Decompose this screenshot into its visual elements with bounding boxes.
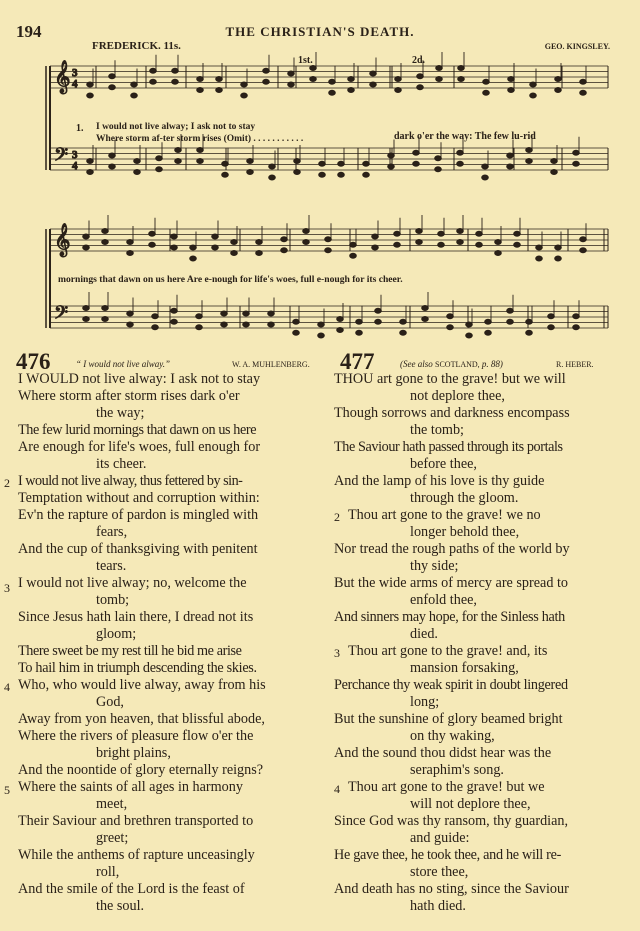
verse-line: While the anthems of rapture unceasingly [18, 847, 255, 863]
note-head [400, 330, 407, 335]
note-head [372, 234, 379, 239]
note-head [526, 159, 533, 164]
note-head [483, 90, 490, 95]
note-head [507, 164, 514, 169]
note-head [485, 319, 492, 324]
note-head [375, 308, 382, 313]
note-head [127, 240, 134, 245]
verse-line: And death has no sting, since the Saviour [334, 881, 569, 897]
note-head [325, 248, 332, 253]
note-head [350, 242, 357, 247]
note-head [416, 229, 423, 234]
note-head [150, 68, 157, 73]
note-head [171, 245, 178, 250]
tune-name: FREDERICK. 11s. [92, 40, 181, 52]
verse-line: store thee, [410, 864, 469, 880]
note-head [281, 248, 288, 253]
note-head [196, 325, 203, 330]
note-head [293, 330, 300, 335]
note-head [152, 314, 159, 319]
verse-line: bright plains, [96, 745, 171, 761]
note-head [573, 314, 580, 319]
note-head [394, 231, 401, 236]
verse-line: And the smile of the Lord is the feast of [18, 881, 245, 897]
note-head [134, 159, 141, 164]
note-head [109, 85, 116, 90]
note-head [466, 322, 473, 327]
note-head [466, 333, 473, 338]
note-head [256, 251, 263, 256]
stanza-number: 4 [334, 782, 340, 796]
verse-line: Who, who would live alway, away from his [18, 677, 266, 693]
note-head [190, 256, 197, 261]
verse-line: seraphim's song. [410, 762, 504, 778]
note-head [109, 164, 116, 169]
verse-line: And the lamp of his love is thy guide [334, 473, 545, 489]
note-head [156, 156, 163, 161]
verse-line: through the gloom. [410, 490, 519, 506]
note-head [87, 93, 94, 98]
note-head [482, 164, 489, 169]
note-head [87, 159, 94, 164]
note-head [281, 237, 288, 242]
note-head [435, 167, 442, 172]
note-head [231, 251, 238, 256]
note-head [526, 319, 533, 324]
note-head [338, 172, 345, 177]
stanza-number: 3 [4, 581, 10, 595]
note-head [476, 242, 483, 247]
note-head [422, 317, 429, 322]
note-head [152, 325, 159, 330]
note-head [102, 240, 109, 245]
note-head [372, 245, 379, 250]
time-signature: 3 [72, 67, 78, 79]
note-head [109, 153, 116, 158]
note-head [416, 240, 423, 245]
verse-line: the tomb; [410, 422, 464, 438]
verse-line: Nor tread the rough paths of the world by [334, 541, 570, 557]
note-head [388, 164, 395, 169]
verse-line: Since Jesus hath lain there, I dread not its [18, 609, 254, 625]
verse-line: Temptation without and corruption within: [18, 490, 260, 506]
lyric-line-2: Where storm af-ter storm rises (Omit) . . . . . . . . . . . [96, 134, 304, 144]
note-head [447, 314, 454, 319]
note-head [197, 148, 204, 153]
verse-line: the way; [96, 405, 145, 421]
note-head [221, 311, 228, 316]
note-head [338, 161, 345, 166]
note-head [171, 319, 178, 324]
note-head [131, 93, 138, 98]
hymn-477-author: R. HEBER. [556, 360, 594, 369]
note-head [422, 306, 429, 311]
verse-line: greet; [96, 830, 129, 846]
verse-line: I would not live alway; no, welcome the [18, 575, 247, 591]
note-head [256, 240, 263, 245]
verse-line: the soul. [96, 898, 145, 914]
note-head [485, 330, 492, 335]
lyric-line-1: I would not live alway; I ask not to stay [96, 122, 256, 132]
note-head [370, 82, 377, 87]
note-head [222, 161, 229, 166]
note-head [573, 325, 580, 330]
note-head [417, 74, 424, 79]
note-head [190, 245, 197, 250]
note-head [288, 71, 295, 76]
note-head [171, 234, 178, 239]
note-head [83, 306, 90, 311]
verse-line: meet, [96, 796, 128, 812]
note-head [580, 90, 587, 95]
note-head [507, 308, 514, 313]
note-head [102, 317, 109, 322]
note-head [573, 161, 580, 166]
verse-line: And the sound thou didst hear was the [334, 745, 552, 761]
stanza-number: 5 [4, 783, 10, 797]
note-head [438, 231, 445, 236]
note-head [526, 148, 533, 153]
note-head [172, 79, 179, 84]
note-head [363, 172, 370, 177]
note-head [457, 229, 464, 234]
note-head [400, 319, 407, 324]
note-head [127, 311, 134, 316]
note-head [269, 175, 276, 180]
note-head [171, 308, 178, 313]
note-head [156, 167, 163, 172]
note-head [87, 170, 94, 175]
verse-line: Away from yon heaven, that blissful abode, [18, 711, 265, 727]
note-head [495, 240, 502, 245]
note-head [318, 322, 325, 327]
treble-clef-icon: 𝄞 [54, 60, 71, 93]
note-head [149, 242, 156, 247]
verse-line: long; [410, 694, 440, 710]
note-head [435, 156, 442, 161]
note-head [350, 253, 357, 258]
verse-line: Are enough for life's woes, full enough for [18, 439, 261, 455]
note-head [573, 150, 580, 155]
note-head [395, 88, 402, 93]
note-head [395, 77, 402, 82]
note-head [436, 66, 443, 71]
note-head [436, 77, 443, 82]
note-head [482, 175, 489, 180]
note-head [175, 148, 182, 153]
note-head [507, 153, 514, 158]
note-head [243, 322, 250, 327]
verse-line: tears. [96, 558, 127, 574]
note-head [263, 79, 270, 84]
note-head [216, 77, 223, 82]
note-head [83, 245, 90, 250]
note-head [149, 231, 156, 236]
stanza-number: 3 [334, 646, 340, 660]
verse-line: There sweet be my rest till he bid me arise [18, 643, 242, 659]
note-head [197, 159, 204, 164]
note-head [580, 237, 587, 242]
note-head [83, 317, 90, 322]
note-head [222, 172, 229, 177]
verse-line: But the wide arms of mercy are spread to [334, 575, 569, 591]
hymn-477-number: 477 [340, 349, 375, 374]
note-head [555, 245, 562, 250]
verse-line: Where the saints of all ages in harmony [18, 779, 243, 795]
verse-line: hath died. [410, 898, 466, 914]
verse-line: will not deplore thee, [410, 796, 531, 812]
note-head [337, 317, 344, 322]
note-head [127, 322, 134, 327]
note-head [356, 330, 363, 335]
verse-line: The Saviour hath passed through its portals [334, 439, 563, 455]
note-head [580, 248, 587, 253]
page-number: 194 [16, 22, 42, 41]
verse-line: Since God was thy ransom, thy guardian, [334, 813, 569, 829]
verse-line: And the cup of thanksgiving with penitent [18, 541, 258, 557]
note-head [458, 77, 465, 82]
hymn-477-see-also: (See also SCOTLAND, p. 88) [400, 359, 503, 369]
stanza-number: 2 [334, 510, 340, 524]
stanza-number: 4 [4, 680, 10, 694]
note-head [348, 77, 355, 82]
verse-line: thy side; [410, 558, 459, 574]
verse-line: on thy waking, [410, 728, 495, 744]
verse-line: before thee, [410, 456, 477, 472]
note-head [131, 82, 138, 87]
verse-line: I would not live alway, thus fettered by sin- [18, 473, 243, 489]
note-head [551, 170, 558, 175]
note-head [508, 88, 515, 93]
verse-line: Thou art gone to the grave! and, its [348, 643, 548, 659]
note-head [87, 82, 94, 87]
verse-line: died. [410, 626, 438, 642]
note-head [438, 242, 445, 247]
note-head [197, 88, 204, 93]
note-head [329, 90, 336, 95]
note-head [303, 240, 310, 245]
note-head [526, 330, 533, 335]
note-head [247, 170, 254, 175]
note-head [325, 237, 332, 242]
note-head [241, 82, 248, 87]
note-head [231, 240, 238, 245]
note-head [555, 88, 562, 93]
note-head [457, 150, 464, 155]
note-head [269, 164, 276, 169]
note-head [109, 74, 116, 79]
note-head [216, 88, 223, 93]
note-head [370, 71, 377, 76]
verse-line: And sinners may hope, for the Sinless hath [334, 609, 565, 625]
note-head [83, 234, 90, 239]
note-head [514, 242, 521, 247]
bass-clef-icon: 𝄢 [54, 303, 69, 328]
note-head [268, 322, 275, 327]
verse-line: Though sorrows and darkness encompass [334, 405, 570, 421]
note-head [310, 77, 317, 82]
verse-line: Where the rivers of pleasure flow o'er the [18, 728, 254, 744]
verse-line: gloom; [96, 626, 137, 642]
note-head [318, 333, 325, 338]
note-head [495, 251, 502, 256]
note-head [530, 82, 537, 87]
verse-line: fears, [96, 524, 128, 540]
note-head [530, 93, 537, 98]
note-head [457, 240, 464, 245]
verse-line: Perchance thy weak spirit in doubt lingered [334, 677, 568, 693]
note-head [212, 245, 219, 250]
running-title: THE CHRISTIAN'S DEATH. [225, 24, 415, 39]
verse-line: and guide: [410, 830, 470, 846]
note-head [263, 68, 270, 73]
note-head [172, 68, 179, 73]
time-signature: 4 [72, 78, 78, 90]
note-head [447, 325, 454, 330]
note-head [175, 159, 182, 164]
note-head [356, 319, 363, 324]
note-head [319, 172, 326, 177]
note-head [476, 231, 483, 236]
note-head [310, 66, 317, 71]
time-signature: 3 [72, 149, 78, 161]
note-head [102, 229, 109, 234]
note-head [536, 256, 543, 261]
note-head [303, 229, 310, 234]
note-head [348, 88, 355, 93]
second-ending-label: 2d. [412, 55, 426, 66]
treble-clef-icon: 𝄞 [54, 223, 71, 256]
note-head [294, 170, 301, 175]
note-head [293, 319, 300, 324]
first-ending-label: 1st. [298, 55, 313, 66]
note-head [555, 77, 562, 82]
bass-clef-icon: 𝄢 [54, 145, 69, 170]
note-head [268, 311, 275, 316]
verse-line: THOU art gone to the grave! but we will [334, 371, 566, 387]
verse-line: Where storm after storm rises dark o'er [18, 388, 240, 404]
hymn-476-author: W. A. MUHLENBERG. [232, 360, 310, 369]
lyric-line-3: mornings that dawn on us here Are e-nough for life's woes, full e-nough for its cheer. [58, 274, 403, 285]
note-head [483, 79, 490, 84]
verse-line: Ev'n the rapture of pardon is mingled with [18, 507, 259, 523]
verse-line: mansion forsaking, [410, 660, 519, 676]
note-head [413, 161, 420, 166]
note-head [288, 82, 295, 87]
note-head [457, 161, 464, 166]
note-head [150, 79, 157, 84]
verse-line: But the sunshine of glory beamed bright [334, 711, 563, 727]
note-head [212, 234, 219, 239]
composer: GEO. KINGSLEY. [544, 42, 610, 51]
note-head [458, 66, 465, 71]
time-signature: 4 [72, 160, 78, 172]
note-head [555, 256, 562, 261]
note-head [548, 325, 555, 330]
note-head [508, 77, 515, 82]
music-score [0, 0, 640, 350]
note-head [294, 159, 301, 164]
verse-line: Thou art gone to the grave! we no [348, 507, 541, 523]
note-head [548, 314, 555, 319]
verse-line: God, [96, 694, 124, 710]
verse-line: not deplore thee, [410, 388, 505, 404]
note-head [551, 159, 558, 164]
verse-line: The few lurid mornings that dawn on us here [18, 422, 257, 438]
verse-number: 1. [76, 123, 84, 134]
verse-line: Their Saviour and brethren transported to [18, 813, 254, 829]
note-head [241, 93, 248, 98]
note-head [243, 311, 250, 316]
note-head [337, 328, 344, 333]
verse-line: I WOULD not live alway: I ask not to stay [18, 371, 261, 387]
note-head [127, 251, 134, 256]
note-head [102, 306, 109, 311]
verse-line: roll, [96, 864, 120, 880]
note-head [197, 77, 204, 82]
verse-line: To hail him in triumph descending the skies. [18, 660, 257, 676]
verse-line: Thou art gone to the grave! but we [348, 779, 545, 795]
note-head [514, 231, 521, 236]
verse-line: enfold thee, [410, 592, 477, 608]
note-head [580, 79, 587, 84]
note-head [417, 85, 424, 90]
verse-line: longer behold thee, [410, 524, 520, 540]
note-head [319, 161, 326, 166]
verse-line: its cheer. [96, 456, 147, 472]
lyric-line-1-continued: dark o'er the way: The few lu-rid [394, 131, 536, 142]
note-head [413, 150, 420, 155]
note-head [134, 170, 141, 175]
stanza-number: 2 [4, 476, 10, 490]
note-head [196, 314, 203, 319]
note-head [363, 161, 370, 166]
verse-line: And the noontide of glory eternally reigns? [18, 762, 264, 778]
note-head [375, 319, 382, 324]
verse-line: He gave thee, he took thee, and he will re- [334, 847, 562, 863]
note-head [388, 153, 395, 158]
hymn-476-title: “ I would not live alway.” [76, 359, 171, 369]
note-head [536, 245, 543, 250]
verse-line: tomb; [96, 592, 130, 608]
note-head [507, 319, 514, 324]
note-head [329, 79, 336, 84]
note-head [394, 242, 401, 247]
hymn-476-number: 476 [16, 349, 51, 374]
note-head [221, 322, 228, 327]
note-head [247, 159, 254, 164]
